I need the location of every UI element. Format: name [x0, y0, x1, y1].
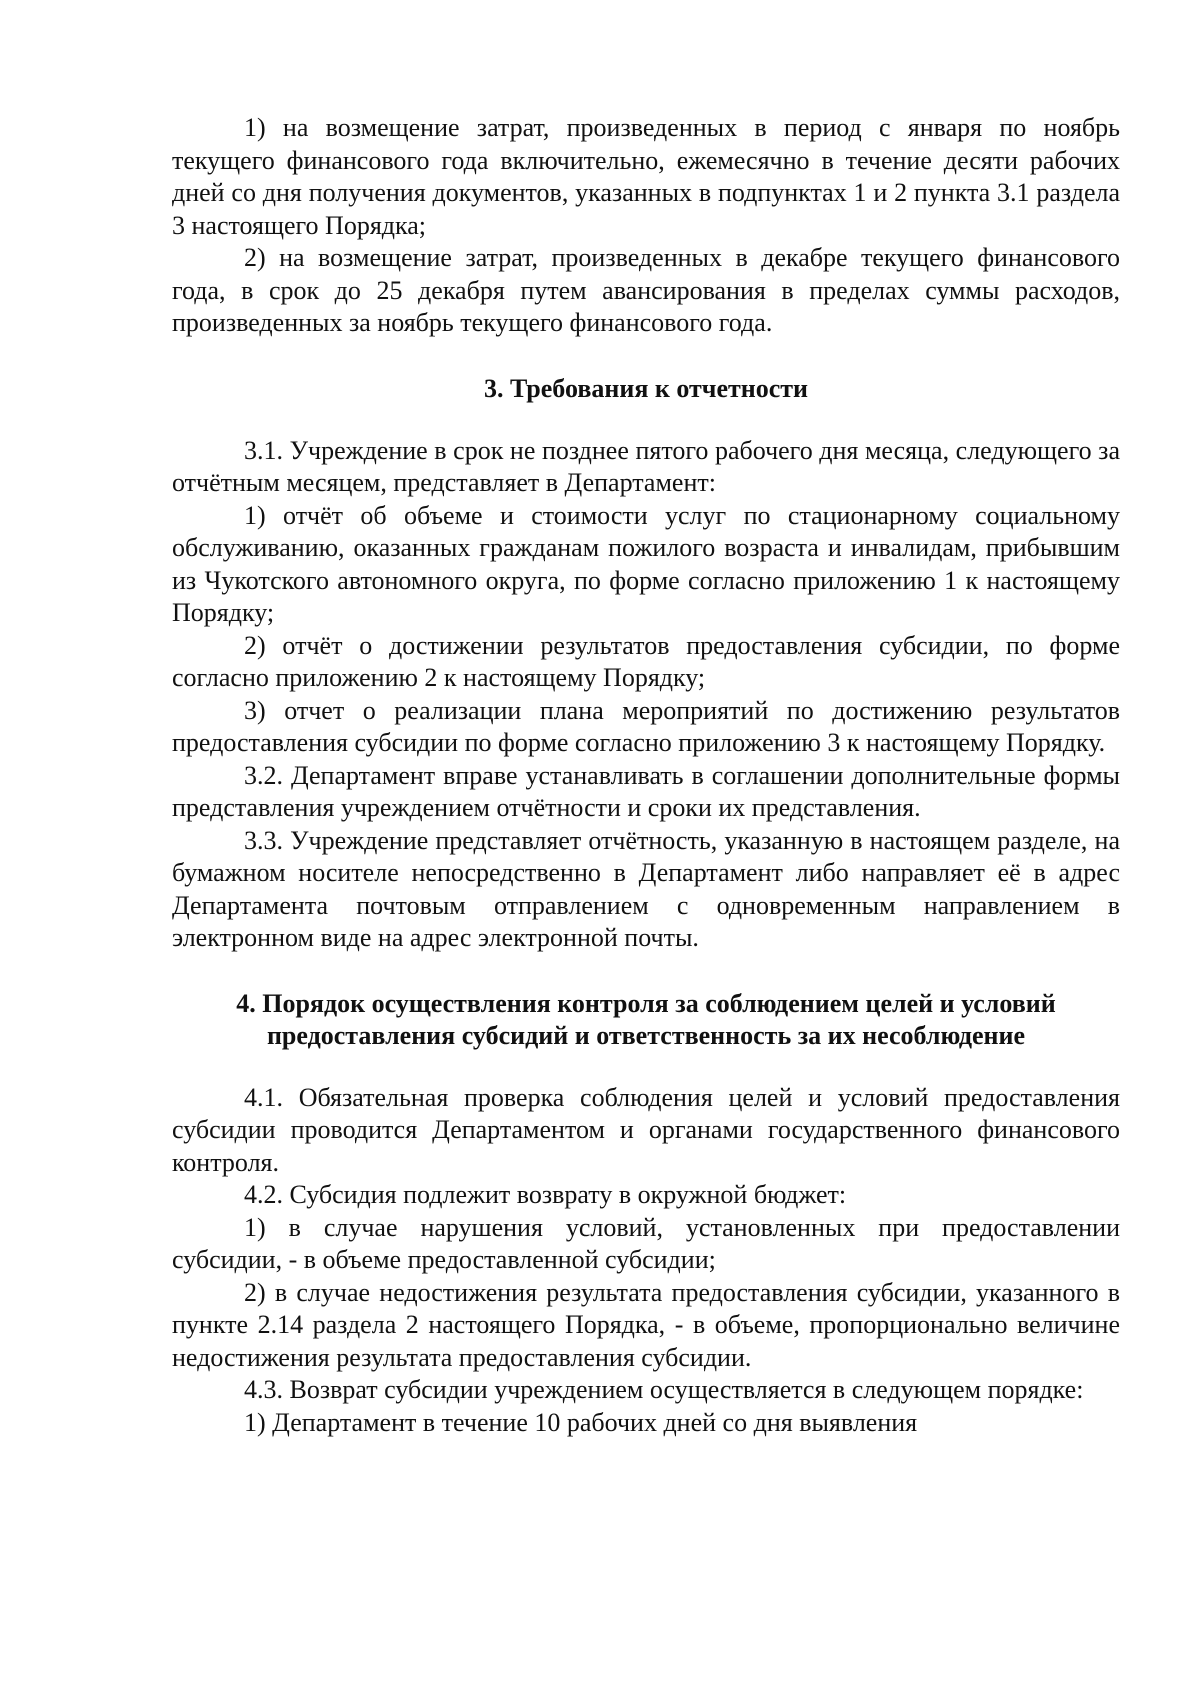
paragraph-4-2-item-2: 2) в случае недостижения результата предоставления субсидии, указанного в пункте 2.14 раздела 2 настоящего Порядка, - в объеме, пропорционально величине недостижения результата предоставления субсидии. [172, 1277, 1120, 1372]
paragraph-4-1: 4.1. Обязательная проверка соблюдения целей и условий предоставления субсидии проводится Департаментом и органами государственного финансового контроля. [172, 1082, 1120, 1177]
paragraph-3-1-item-2: 2) отчёт о достижении результатов предоставления субсидии, по форме согласно приложению 2 к настоящему Порядку; [172, 630, 1120, 692]
document-page [172, 112, 1120, 1672]
paragraph-3-3: 3.3. Учреждение представляет отчётность, указанную в настоящем разделе, на бумажном носителе непосредственно в Департамент либо направляет её в адрес Департамента почтовым отправлением с одновременным направлением в электронном виде на адрес электронной почты. [172, 825, 1120, 952]
paragraph-3-2: 3.2. Департамент вправе устанавливать в соглашении дополнительные формы представления учреждением отчётности и сроки их представления. [172, 760, 1120, 822]
paragraph-3-1-item-3: 3) отчет о реализации плана мероприятий по достижению результатов предоставления субсидии по форме согласно приложению 3 к настоящему Порядку. [172, 695, 1120, 757]
section-4-heading [172, 988, 1120, 1052]
section-4-heading-line-2: предоставления субсидий и ответственность за их несоблюдение [266, 1020, 1026, 1050]
paragraph-4-3: 4.3. Возврат субсидии учреждением осуществляется в следующем порядке: [244, 1375, 1084, 1404]
paragraph-3-1: 3.1. Учреждение в срок не позднее пятого рабочего дня месяца, следующего за отчётным месяцем, представляет в Департамент: [172, 435, 1120, 497]
paragraph-4-2: 4.2. Субсидия подлежит возврату в окружной бюджет: [244, 1180, 847, 1209]
paragraph-3-1-item-1: 1) отчёт об объеме и стоимости услуг по стационарному социальному обслуживанию, оказанных гражданам пожилого возраста и инвалидам, прибывшим из Чукотского автономного округа, по форме согласно приложению 1 к настоящему Порядку; [172, 500, 1120, 627]
paragraph-refund-jan-nov: 1) на возмещение затрат, произведенных в период с января по ноябрь текущего финансового года включительно, ежемесячно в течение десяти рабочих дней со дня получения документов, указанных в подпунктах 1 и 2 пункта 3.1 раздела 3 настоящего Порядка; [172, 113, 1120, 240]
paragraph-4-2-item-1: 1) в случае нарушения условий, установленных при предоставлении субсидии, - в объеме предоставленной субсидии; [172, 1212, 1120, 1274]
paragraph-refund-december: 2) на возмещение затрат, произведенных в декабре текущего финансового года, в срок до 25 декабря путем авансирования в пределах суммы расходов, произведенных за ноябрь текущего финансового года. [172, 243, 1120, 337]
paragraph-4-3-item-1: 1) Департамент в течение 10 рабочих дней со дня выявления [244, 1407, 918, 1437]
section-4-heading-line-1: 4. Порядок осуществления контроля за соблюдением целей и условий [236, 988, 1056, 1018]
section-3-heading: 3. Требования к отчетности [483, 373, 809, 403]
